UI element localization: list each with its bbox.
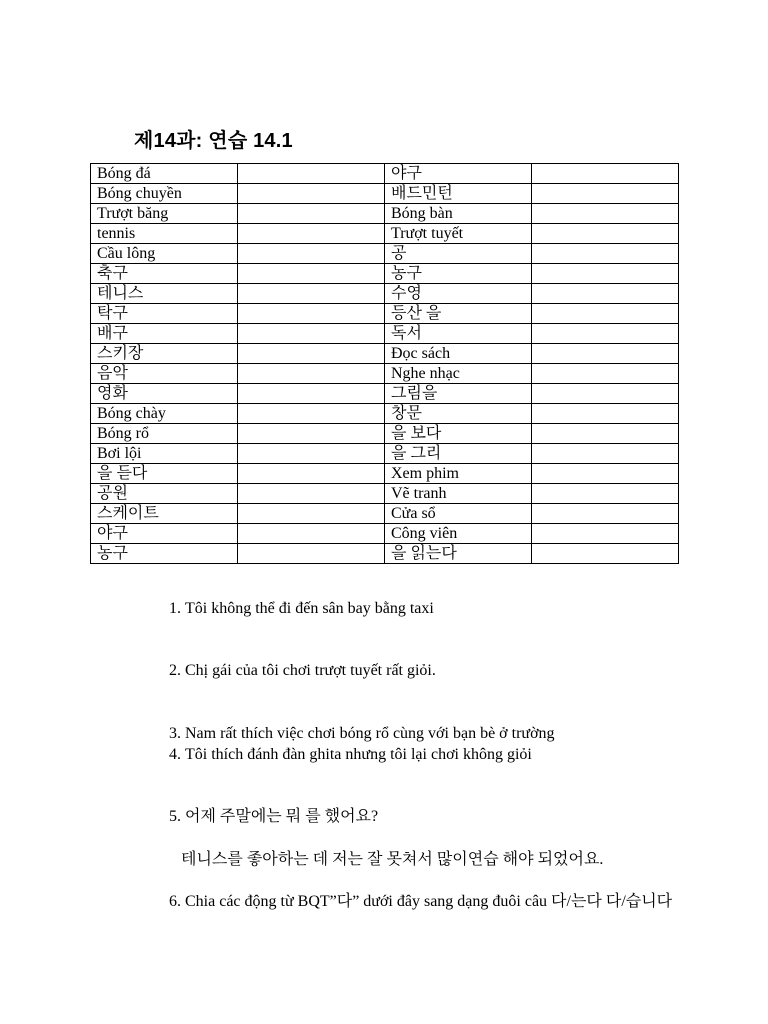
table-row <box>91 484 679 504</box>
vocab-word-cell: 야구 <box>385 164 532 184</box>
answer-cell <box>532 464 679 484</box>
answer-cell <box>532 444 679 464</box>
table-row <box>91 264 679 284</box>
answer-cell <box>238 164 385 184</box>
table-row <box>91 304 679 324</box>
vocabulary-table <box>90 163 679 564</box>
table-row <box>91 424 679 444</box>
table-row <box>91 404 679 424</box>
vocab-word-cell: 스케이트 <box>91 504 238 524</box>
answer-cell <box>532 484 679 504</box>
vocab-word-cell: Xem phim <box>385 464 532 484</box>
answer-cell <box>238 264 385 284</box>
answer-cell <box>532 264 679 284</box>
table-row <box>91 464 679 484</box>
answer-cell <box>238 244 385 264</box>
vocab-word-cell: Nghe nhạc <box>385 364 532 384</box>
table-row <box>91 444 679 464</box>
question-text: 어제 주말에는 뭐 를 했어요? <box>185 808 379 825</box>
answer-cell <box>238 324 385 344</box>
answer-cell <box>532 344 679 364</box>
answer-cell <box>532 324 679 344</box>
answer-cell <box>532 544 679 564</box>
answer-cell <box>532 304 679 324</box>
vocab-word-cell: 테니스 <box>91 284 238 304</box>
table-row <box>91 344 679 364</box>
answer-cell <box>238 224 385 244</box>
vocab-word-cell: 창문 <box>385 404 532 424</box>
vocab-word-cell: Cửa sổ <box>385 504 532 524</box>
vocab-word-cell: Công viên <box>385 524 532 544</box>
table-row <box>91 224 679 244</box>
vocab-word-cell: 을 듣다 <box>91 464 238 484</box>
question-5 <box>150 807 378 827</box>
question-6 <box>150 892 672 912</box>
question-text: Tôi không thể đi đến sân bay bằng taxi <box>185 600 434 617</box>
vocab-word-cell: 농구 <box>91 544 238 564</box>
question-number: 6. <box>169 893 181 910</box>
answer-cell <box>532 224 679 244</box>
vocab-word-cell: Vẽ tranh <box>385 484 532 504</box>
table-row <box>91 184 679 204</box>
vocab-word-cell: Bóng bàn <box>385 204 532 224</box>
vocab-word-cell: 을 보다 <box>385 424 532 444</box>
answer-cell <box>532 424 679 444</box>
question-number: 5. <box>169 808 181 825</box>
answer-cell <box>238 304 385 324</box>
question-4 <box>150 745 532 765</box>
answer-cell <box>532 524 679 544</box>
table-row <box>91 544 679 564</box>
vocab-word-cell: Bóng rổ <box>91 424 238 444</box>
vocab-word-cell: 배드민턴 <box>385 184 532 204</box>
question-text: Nam rất thích việc chơi bóng rổ cùng với bạn bè ở trường <box>185 725 555 742</box>
table-row <box>91 384 679 404</box>
vocab-word-cell: 음악 <box>91 364 238 384</box>
question-text: Chia các động từ BQT”다” dưới đây sang dạng đuôi câu 다/는다 다/습니다 <box>185 893 673 910</box>
question-5-answer: 테니스를 좋아하는 데 저는 잘 못쳐서 많이연습 해야 되었어요. <box>181 851 604 868</box>
vocab-word-cell: Bóng đá <box>91 164 238 184</box>
answer-cell <box>532 384 679 404</box>
question-3 <box>150 724 555 744</box>
answer-cell <box>532 244 679 264</box>
vocab-word-cell: 등산 을 <box>385 304 532 324</box>
question-number: 3. <box>169 725 181 742</box>
table-row <box>91 284 679 304</box>
answer-cell <box>532 404 679 424</box>
page-title: 제14과: 연습 14.1 <box>134 130 293 152</box>
table-row <box>91 164 679 184</box>
vocab-word-cell: 야구 <box>91 524 238 544</box>
vocab-word-cell: Đọc sách <box>385 344 532 364</box>
table-row <box>91 524 679 544</box>
question-number: 2. <box>169 662 181 679</box>
answer-cell <box>238 184 385 204</box>
vocab-word-cell: 스키장 <box>91 344 238 364</box>
answer-cell <box>238 344 385 364</box>
vocab-word-cell: 독서 <box>385 324 532 344</box>
table-row <box>91 244 679 264</box>
answer-cell <box>238 484 385 504</box>
question-text: Chị gái của tôi chơi trượt tuyết rất giỏi. <box>185 662 436 679</box>
answer-cell <box>532 364 679 384</box>
question-2 <box>150 661 436 681</box>
vocab-word-cell: 영화 <box>91 384 238 404</box>
answer-cell <box>532 284 679 304</box>
table-row <box>91 504 679 524</box>
vocab-word-cell: Bơi lội <box>91 444 238 464</box>
answer-cell <box>238 524 385 544</box>
vocab-word-cell: 탁구 <box>91 304 238 324</box>
question-number: 4. <box>169 746 181 763</box>
vocab-word-cell: Bóng chày <box>91 404 238 424</box>
answer-cell <box>238 464 385 484</box>
question-text: Tôi thích đánh đàn ghita nhưng tôi lại chơi không giỏi <box>185 746 532 763</box>
vocab-word-cell: 농구 <box>385 264 532 284</box>
answer-cell <box>238 404 385 424</box>
table-row <box>91 324 679 344</box>
vocab-word-cell: 공원 <box>91 484 238 504</box>
vocab-word-cell: 을 읽는다 <box>385 544 532 564</box>
table-row <box>91 364 679 384</box>
question-1 <box>150 599 434 619</box>
vocab-word-cell: Bóng chuyền <box>91 184 238 204</box>
answer-cell <box>238 284 385 304</box>
answer-cell <box>532 164 679 184</box>
question-number: 1. <box>169 600 181 617</box>
vocab-word-cell: 축구 <box>91 264 238 284</box>
vocab-word-cell: 그림을 <box>385 384 532 404</box>
answer-cell <box>532 184 679 204</box>
table-row <box>91 204 679 224</box>
answer-cell <box>238 504 385 524</box>
vocab-word-cell: 배구 <box>91 324 238 344</box>
vocab-word-cell: Cầu lông <box>91 244 238 264</box>
answer-cell <box>238 384 385 404</box>
vocab-word-cell: Trượt tuyết <box>385 224 532 244</box>
answer-cell <box>238 204 385 224</box>
answer-cell <box>238 544 385 564</box>
answer-cell <box>532 204 679 224</box>
answer-cell <box>238 364 385 384</box>
vocab-word-cell: 을 그리 <box>385 444 532 464</box>
vocab-word-cell: 공 <box>385 244 532 264</box>
vocabulary-table-body <box>91 164 679 564</box>
vocab-word-cell: 수영 <box>385 284 532 304</box>
vocab-word-cell: tennis <box>91 224 238 244</box>
answer-cell <box>532 504 679 524</box>
answer-cell <box>238 444 385 464</box>
vocab-word-cell: Trượt băng <box>91 204 238 224</box>
answer-cell <box>238 424 385 444</box>
